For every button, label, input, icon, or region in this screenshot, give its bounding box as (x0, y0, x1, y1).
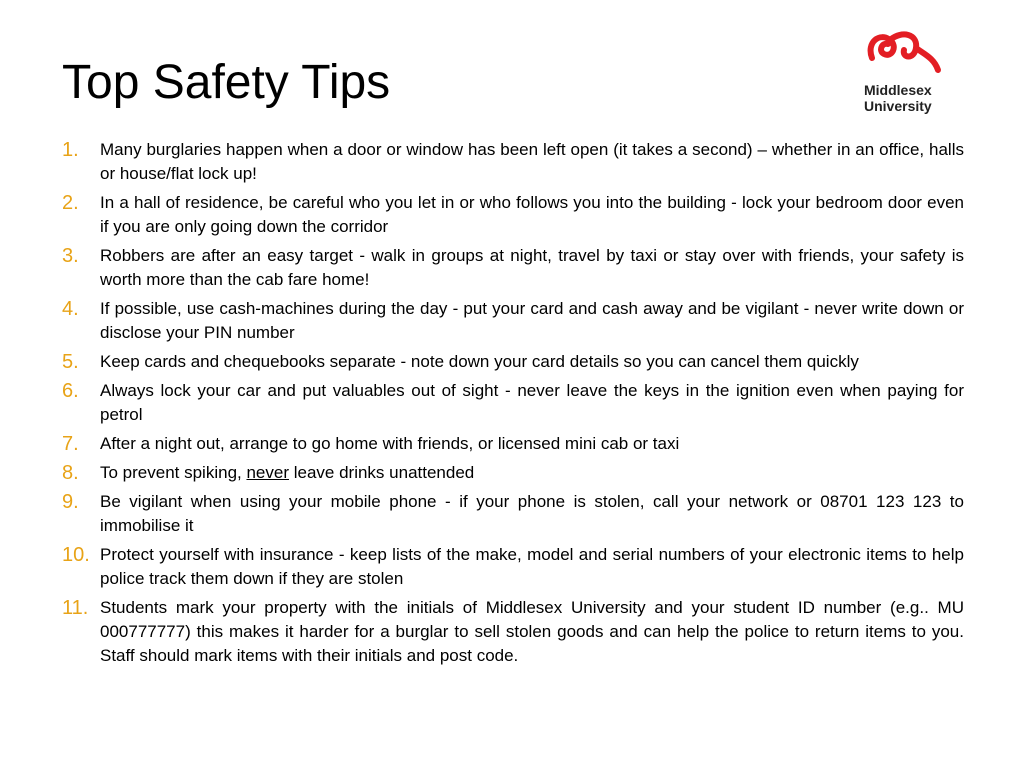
tip-text: Students mark your property with the initials of Middlesex University and your student ID number (e.g.. MU 000777777) this makes it harder for a burglar to sell stolen goods and can help the police to return items to you. Staff should mark items with their initials and post code. (100, 598, 964, 665)
tip-text: Keep cards and chequebooks separate - note down your card details so you can cancel them quickly (100, 352, 859, 371)
tip-text: Robbers are after an easy target - walk in groups at night, travel by taxi or stay over with friends, your safety is worth more than the cab fare home! (100, 246, 964, 289)
tip-number: 8. (62, 462, 79, 484)
middlesex-logo-icon (862, 28, 942, 80)
tip-text: After a night out, arrange to go home with friends, or licensed mini cab or taxi (100, 434, 680, 453)
tip-text: In a hall of residence, be careful who you let in or who follows you into the building - lock your bedroom door even if you are only going down the corridor (100, 193, 964, 236)
tip-number: 5. (62, 351, 79, 373)
tip-text-before: To prevent spiking, (100, 463, 247, 482)
list-item (62, 191, 964, 239)
tip-number: 4. (62, 298, 79, 320)
tip-number: 3. (62, 245, 79, 267)
tip-text: If possible, use cash-machines during the day - put your card and cash away and be vigilant - never write down or disclose your PIN number (100, 299, 964, 342)
logo-line2: University (864, 98, 932, 114)
tip-number: 6. (62, 380, 79, 402)
tip-text: Protect yourself with insurance - keep lists of the make, model and serial numbers of your electronic items to help police track them down if they are stolen (100, 545, 964, 588)
tip-number: 1. (62, 139, 79, 161)
tip-text: Always lock your car and put valuables out of sight - never leave the keys in the ignition even when paying for petrol (100, 381, 964, 424)
logo-line1: Middlesex (864, 82, 932, 98)
safety-tips-list (62, 138, 964, 673)
list-item (62, 297, 964, 345)
page-title: Top Safety Tips (62, 56, 391, 109)
tip-number: 7. (62, 433, 79, 455)
list-item (62, 461, 964, 485)
tip-text: Many burglaries happen when a door or window has been left open (it takes a second) – whether in an office, halls or house/flat lock up! (100, 140, 964, 183)
list-item (62, 350, 964, 374)
tip-text (100, 461, 964, 485)
list-item (62, 138, 964, 186)
list-item (62, 379, 964, 427)
list-item (62, 490, 964, 538)
tip-number: 2. (62, 192, 79, 214)
tip-text-after: leave drinks unattended (289, 463, 475, 482)
tip-number: 9. (62, 491, 79, 513)
tip-text: Be vigilant when using your mobile phone - if your phone is stolen, call your network or 08701 123 123 to immobilise it (100, 492, 964, 535)
list-item (62, 596, 964, 668)
tip-number: 10. (62, 544, 90, 566)
tip-number: 11. (62, 597, 89, 619)
list-item (62, 543, 964, 591)
list-item (62, 432, 964, 456)
tip-text-emphasis: never (246, 463, 289, 482)
university-logo (858, 28, 954, 124)
list-item (62, 244, 964, 292)
